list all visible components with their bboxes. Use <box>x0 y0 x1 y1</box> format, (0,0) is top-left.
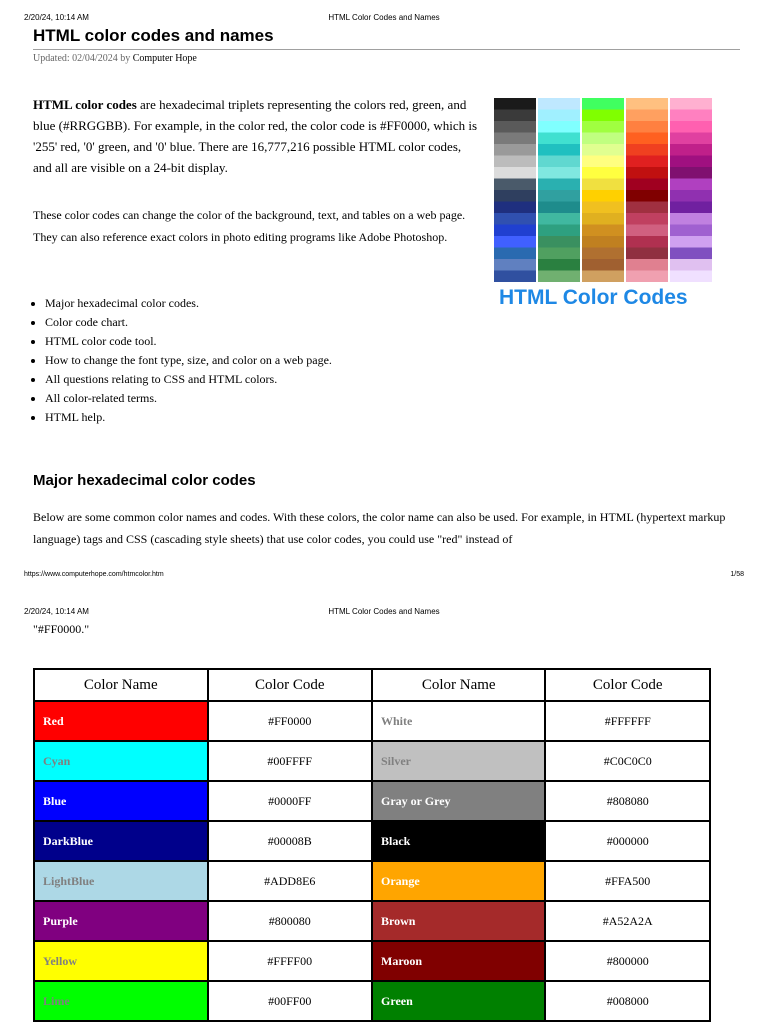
column-header: Color Code <box>208 669 373 701</box>
color-code-cell: #FFFFFF <box>545 701 710 741</box>
color-code-cell: #800080 <box>208 901 373 941</box>
intro-text: are hexadecimal triplets representing the colors red, green, and blue (#RRGGBB). For example, in the color red, the color code is #FF0000, which is '255' red, '0' green, and '0' blue. There are 16,777,216 possible HTML color codes, and all are visible on a 24-bit display. <box>33 97 478 175</box>
section-heading: Major hexadecimal color codes <box>33 472 256 489</box>
list-item[interactable]: • HTML color code tool. <box>45 332 332 351</box>
table-row <box>34 781 710 821</box>
color-code-cell: #808080 <box>545 781 710 821</box>
table-row <box>34 821 710 861</box>
color-name-cell: Silver <box>372 741 545 781</box>
color-code-cell: #000000 <box>545 821 710 861</box>
print-timestamp: 2/20/24, 10:14 AM <box>24 607 89 616</box>
color-code-cell: #00FFFF <box>208 741 373 781</box>
palette-column <box>494 98 536 282</box>
print-doc-title: HTML Color Codes and Names <box>328 607 440 616</box>
title-divider <box>33 49 740 50</box>
column-header: Color Name <box>372 669 545 701</box>
intro-bold-term: HTML color codes <box>33 97 137 112</box>
print-url: https://www.computerhope.com/htmcolor.htm <box>24 571 164 578</box>
color-name-cell: Maroon <box>372 941 545 981</box>
updated-line <box>33 53 197 64</box>
color-code-cell: #00008B <box>208 821 373 861</box>
updated-label: Updated: 02/04/2024 by <box>33 53 131 64</box>
color-name-cell: LightBlue <box>34 861 208 901</box>
list-item[interactable]: • Color code chart. <box>45 313 332 332</box>
palette-column <box>626 98 668 282</box>
color-name-cell: White <box>372 701 545 741</box>
color-name-cell: Orange <box>372 861 545 901</box>
list-item[interactable]: • HTML help. <box>45 408 332 427</box>
column-header: Color Code <box>545 669 710 701</box>
color-code-cell: #008000 <box>545 981 710 1021</box>
table-row <box>34 861 710 901</box>
color-code-cell: #A52A2A <box>545 901 710 941</box>
second-paragraph: These color codes can change the color of the background, text, and tables on a web page. They can also reference exact colors in photo editing programs like Adobe Photoshop. <box>33 208 466 244</box>
palette-column <box>538 98 580 282</box>
color-code-cell: #800000 <box>545 941 710 981</box>
table-row <box>34 901 710 941</box>
table-header-row <box>34 669 710 701</box>
print-header <box>0 607 768 619</box>
color-palette-image <box>494 98 712 282</box>
section-paragraph-continued: "#FF0000." <box>33 622 90 636</box>
color-name-cell: DarkBlue <box>34 821 208 861</box>
color-code-cell: #FFA500 <box>545 861 710 901</box>
color-name-cell: Lime <box>34 981 208 1021</box>
color-code-cell: #00FF00 <box>208 981 373 1021</box>
color-code-cell: #C0C0C0 <box>545 741 710 781</box>
section-paragraph: Below are some common color names and codes. With these colors, the color name can also be used. For example, in HTML (hypertext markup language) tags and CSS (cascading style sheets) that use color codes, you could use "red" instead of <box>33 510 726 546</box>
print-timestamp: 2/20/24, 10:14 AM <box>24 13 89 22</box>
print-page-number: 1/58 <box>730 571 744 578</box>
color-code-cell: #ADD8E6 <box>208 861 373 901</box>
table-row <box>34 701 710 741</box>
page-title: HTML color codes and names <box>33 26 274 45</box>
color-code-cell: #FFFF00 <box>208 941 373 981</box>
list-item[interactable]: • All questions relating to CSS and HTML colors. <box>45 370 332 389</box>
column-header: Color Name <box>34 669 208 701</box>
color-code-cell: #FF0000 <box>208 701 373 741</box>
print-header <box>0 13 768 25</box>
intro-paragraph <box>33 94 483 178</box>
list-item[interactable]: • How to change the font type, size, and color on a web page. <box>45 351 332 370</box>
author-link[interactable]: Computer Hope <box>132 53 197 64</box>
color-name-cell: Black <box>372 821 545 861</box>
color-code-table <box>33 668 711 1022</box>
color-code-cell: #0000FF <box>208 781 373 821</box>
color-name-cell: Green <box>372 981 545 1021</box>
color-name-cell: Gray or Grey <box>372 781 545 821</box>
color-name-cell: Yellow <box>34 941 208 981</box>
color-name-cell: Red <box>34 701 208 741</box>
topic-link-list <box>45 294 332 427</box>
list-item[interactable]: • Major hexadecimal color codes. <box>45 294 332 313</box>
table-row <box>34 981 710 1021</box>
table-row <box>34 941 710 981</box>
palette-column <box>670 98 712 282</box>
table-row <box>34 741 710 781</box>
color-name-cell: Purple <box>34 901 208 941</box>
palette-column <box>582 98 624 282</box>
color-palette-caption: HTML Color Codes <box>499 286 688 309</box>
color-name-cell: Cyan <box>34 741 208 781</box>
list-item[interactable]: • All color-related terms. <box>45 389 332 408</box>
color-name-cell: Brown <box>372 901 545 941</box>
color-name-cell: Blue <box>34 781 208 821</box>
print-doc-title: HTML Color Codes and Names <box>328 13 440 22</box>
